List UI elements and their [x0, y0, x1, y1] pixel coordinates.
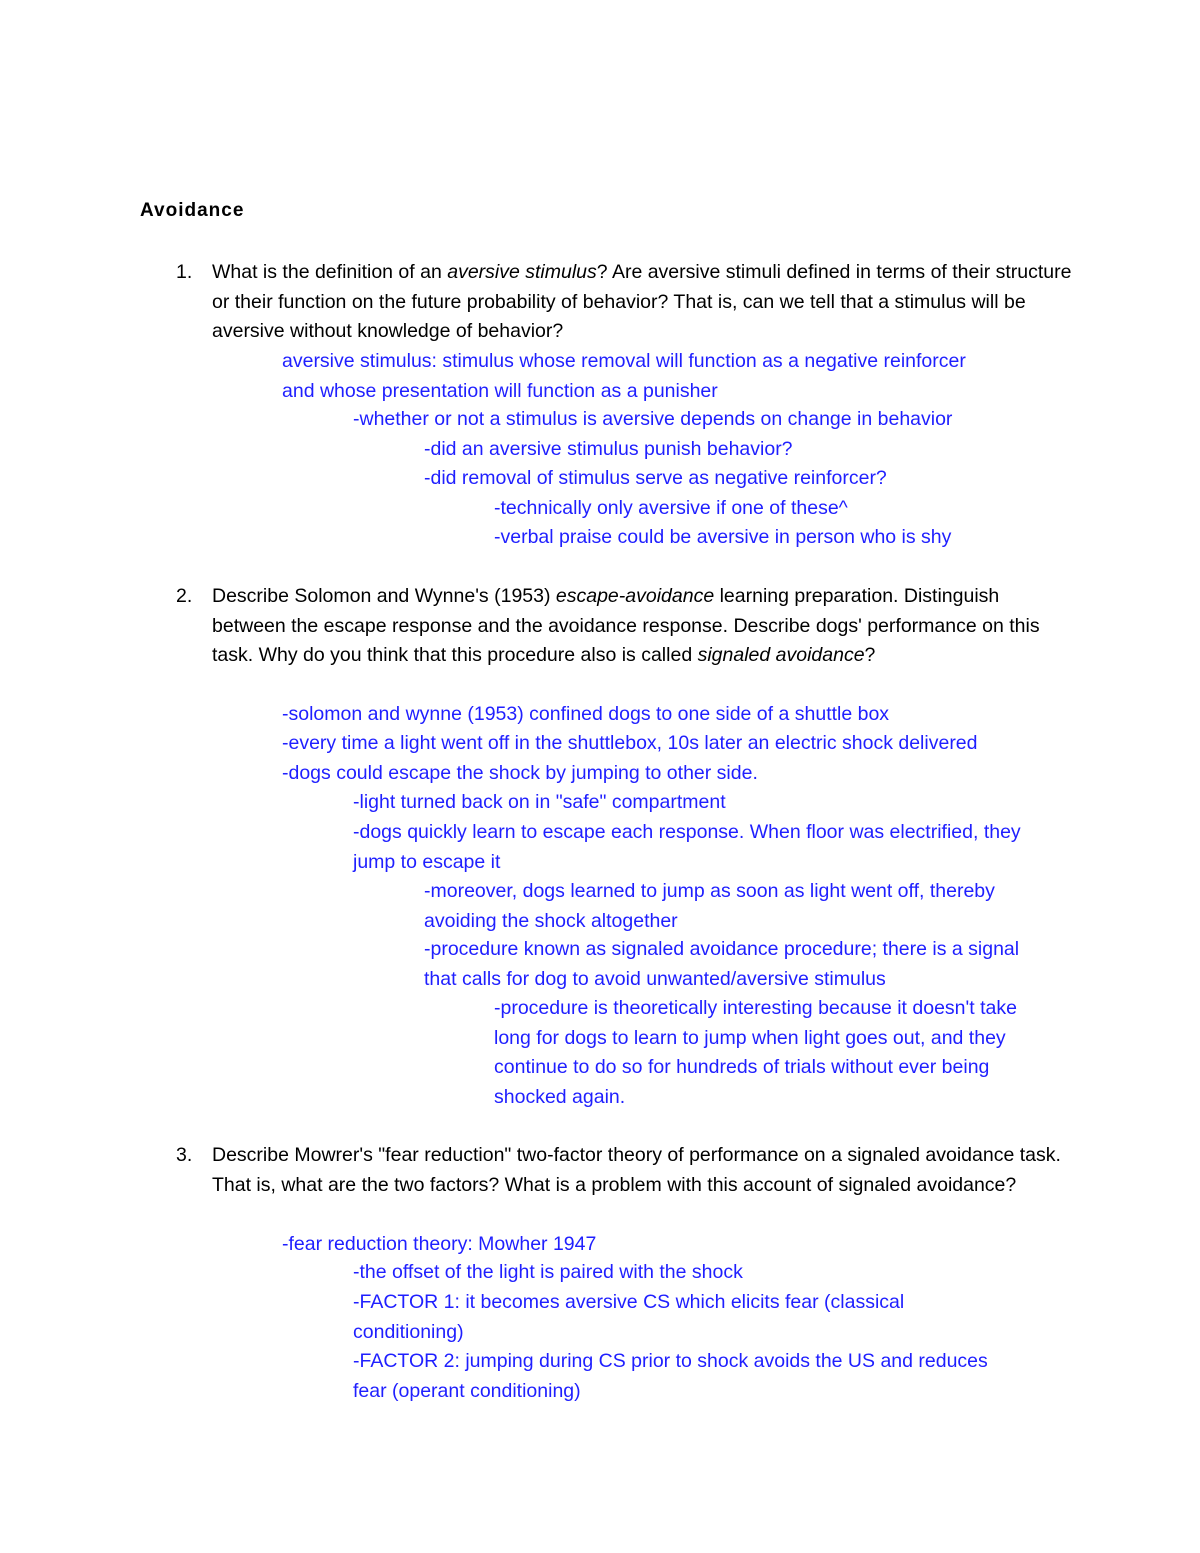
question-text: Describe Solomon and Wynne's (1953) escape-avoidance learning preparation. Distinguish between the escape response and the avoidance response. Describe dogs' performance on this task. Why do you think that this procedure also is called signaled avoidance?	[212, 585, 1040, 667]
page-title: Avoidance	[140, 200, 245, 221]
answer-line: -dogs could escape the shock by jumping to other side.	[282, 762, 758, 784]
answer-line: -solomon and wynne (1953) confined dogs to one side of a shuttle box	[282, 703, 890, 725]
answer-line: -dogs quickly learn to escape each response. When floor was electrified, they jump to escape it	[353, 821, 1021, 873]
answer-line: -did removal of stimulus serve as negative reinforcer?	[424, 467, 887, 489]
question-number: 2.	[176, 585, 193, 607]
answer-line: aversive stimulus: stimulus whose removal will function as a negative reinforcer and whose presentation will function as a punisher	[282, 350, 966, 402]
answer-line: -technically only aversive if one of these^	[494, 497, 848, 519]
answer-line: -every time a light went off in the shuttlebox, 10s later an electric shock delivered	[282, 732, 978, 754]
answer-line: -did an aversive stimulus punish behavior?	[424, 438, 793, 460]
answer-line: -FACTOR 1: it becomes aversive CS which elicits fear (classical conditioning)	[353, 1291, 905, 1343]
answer-line: -the offset of the light is paired with the shock	[353, 1261, 743, 1283]
answer-line: -verbal praise could be aversive in person who is shy	[494, 526, 952, 548]
answer-line: -fear reduction theory: Mowher 1947	[282, 1233, 597, 1255]
answer-line: -whether or not a stimulus is aversive depends on change in behavior	[353, 408, 953, 430]
answer-line: -procedure known as signaled avoidance procedure; there is a signal that calls for dog to avoid unwanted/aversive stimulus	[424, 938, 1020, 990]
question-number: 1.	[176, 261, 193, 283]
answer-line: -light turned back on in "safe" compartment	[353, 791, 726, 813]
answer-line: -moreover, dogs learned to jump as soon as light went off, thereby avoiding the shock altogether	[424, 880, 995, 932]
answer-line: -procedure is theoretically interesting because it doesn't take long for dogs to learn to jump when light goes out, and they continue to do so for hundreds of trials without ever being shocked again.	[494, 997, 1017, 1108]
question-text: What is the definition of an aversive stimulus? Are aversive stimuli defined in terms of their structure or their function on the future probability of behavior? That is, can we tell that a stimulus will be aversive without knowledge of behavior?	[212, 261, 1072, 343]
answer-line: -FACTOR 2: jumping during CS prior to shock avoids the US and reduces fear (operant conditioning)	[353, 1350, 988, 1402]
question-text: Describe Mowrer's "fear reduction" two-factor theory of performance on a signaled avoidance task. That is, what are the two factors? What is a problem with this account of signaled avoidance?	[212, 1144, 1061, 1196]
question-number: 3.	[176, 1144, 193, 1166]
